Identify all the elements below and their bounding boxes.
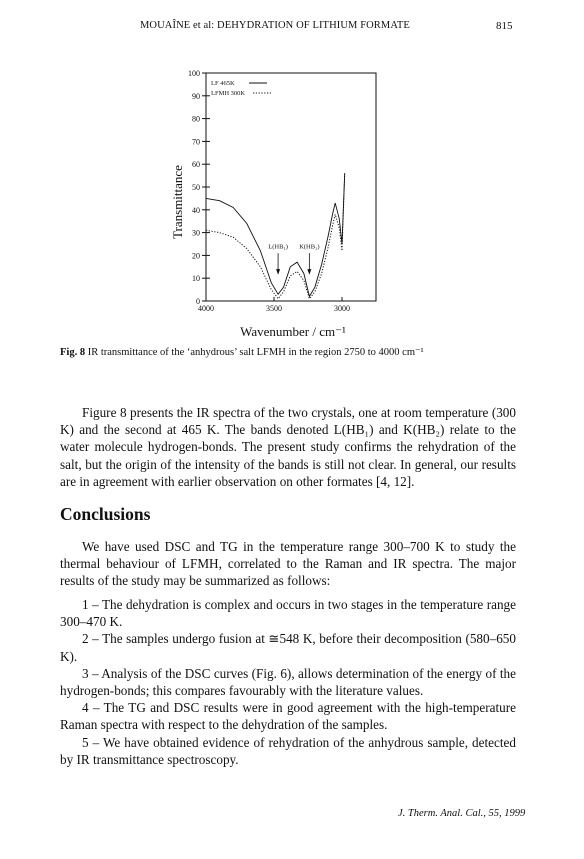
list-item: 1 – The dehydration is complex and occurs in two stages in the temperature range 300–470 K. <box>60 597 516 630</box>
list-item: 3 – Analysis of the DSC curves (Fig. 6), allows determination of the energy of the hydrogen-bonds; this compares favourably with the literature values. <box>60 665 516 699</box>
y-tick-label: 30 <box>192 228 200 238</box>
y-tick-label: 80 <box>192 114 200 124</box>
list-item: 2 – The samples undergo fusion at ≅548 K, before their decomposition (580–650 K). <box>60 631 516 664</box>
y-tick-label: 90 <box>192 91 200 101</box>
annotation-arrowhead <box>307 269 311 275</box>
y-tick-label: 50 <box>192 183 200 192</box>
page-number: 815 <box>496 20 513 32</box>
annotation-arrowhead <box>276 269 280 275</box>
legend-label: LF 465K <box>211 80 235 87</box>
x-tick-label: 3000 <box>334 304 350 313</box>
conclusions-list <box>60 596 516 768</box>
y-tick-label: 40 <box>192 205 200 215</box>
series-line <box>206 173 345 296</box>
ir-spectrum-figure <box>160 62 400 352</box>
x-axis-label: Wavenumber / cm⁻¹ <box>240 324 346 339</box>
figure-label: Fig. 8 <box>60 347 86 358</box>
paragraph-figure-8: Figure 8 presents the IR spectra of the two crystals, one at room temperature (300 K) and the second at 465 K. The bands denoted L(HB₁) and K(HB₂) relate to the water molecule hydrogen-bonds. The present study confirms the rehydration of the salt, but the origin of the intensity of the bands is still not clear. In general, our results are in agreement with earlier observation on other formates [4, 12]. <box>60 405 516 489</box>
y-tick-label: 0 <box>196 297 200 306</box>
running-head: MOUAÎNE et al: DEHYDRATION OF LITHIUM FORMATE <box>140 20 410 31</box>
list-item: 4 – The TG and DSC results were in good agreement with the high-temperature Raman spectra with respect to the dehydration of the samples. <box>60 700 516 733</box>
figure-caption <box>60 346 530 358</box>
y-tick-label: 20 <box>192 251 200 261</box>
x-tick-label: 4000 <box>198 304 214 313</box>
band-annotation: L(HB₁) <box>268 243 288 251</box>
y-tick-label: 70 <box>192 137 200 147</box>
list-item: 5 – We have obtained evidence of rehydration of the anhydrous sample, detected by IR transmittance spectroscopy. <box>60 734 516 767</box>
legend-label: LFMH 300K <box>211 90 246 97</box>
y-tick-label: 60 <box>192 160 200 170</box>
y-tick-label: 10 <box>192 274 200 284</box>
caption-text: IR transmittance of the ‘anhydrous’ salt LFMH in the region 2750 to 4000 cm⁻¹ <box>85 347 424 358</box>
band-annotation: K(HB₂) <box>299 243 320 251</box>
series-line <box>206 173 345 298</box>
conclusions-heading: Conclusions <box>60 504 151 524</box>
y-tick-label: 100 <box>188 69 200 78</box>
ir-spectrum-chart <box>160 62 400 352</box>
x-tick-label: 3500 <box>266 304 282 313</box>
conclusions-intro: We have used DSC and TG in the temperature range 300–700 K to study the thermal behaviour of LFMH, correlated to the Raman and IR spectra. The major results of the study may be summarized as follows: <box>60 539 516 589</box>
journal-citation: J. Therm. Anal. Cal., 55, 1999 <box>398 808 526 819</box>
y-axis-label: Transmittance <box>170 165 185 239</box>
